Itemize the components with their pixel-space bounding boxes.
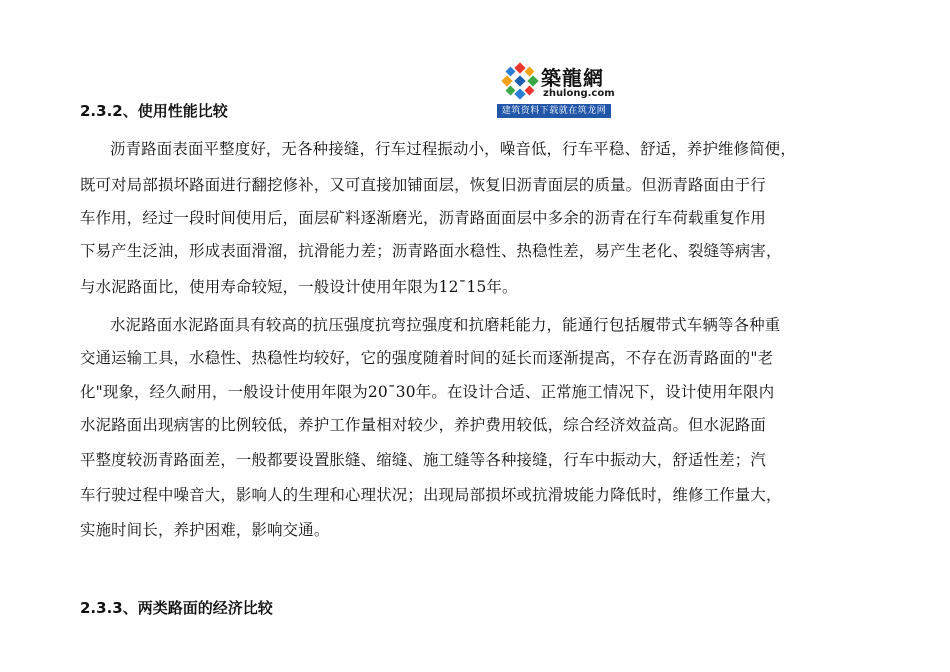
paragraph-1-line: 沥青路面表面平整度好，无各种接缝，行车过程振动小，噪音低，行车平稳、舒适，养护维修简便，	[110, 140, 796, 158]
logo-name: 築龍網	[541, 66, 604, 90]
paragraph-1-line: 与水泥路面比，使用寿命较短，一般设计使用年限为12¯15年。	[80, 278, 518, 296]
logo-tagline: 建筑资料下载就在筑龙网	[497, 104, 611, 118]
logo-domain: zhulong.com	[543, 88, 615, 99]
paragraph-1-line: 既可对局部损坏路面进行翻挖修补，又可直接加铺面层，恢复旧沥青面层的质量。但沥青路面由于行	[80, 176, 766, 194]
paragraph-1-line: 车作用，经过一段时间使用后，面层矿料逐渐磨光，沥青路面面层中多余的沥青在行车荷载重复作用	[80, 209, 766, 227]
paragraph-2-line: 交通运输工具，水稳性、热稳性均较好，它的强度随着时间的延长而逐渐提高，不存在沥青路面的"老	[80, 349, 774, 367]
section-heading-2-3-2: 2.3.2、使用性能比较	[80, 102, 228, 120]
paragraph-2-line: 化"现象，经久耐用，一般设计使用年限为20¯30年。在设计合适、正常施工情况下，设计使用年限内	[80, 383, 775, 401]
paragraph-2-line: 水泥路面出现病害的比例较低，养护工作量相对较少，养护费用较低，综合经济效益高。但水泥路面	[80, 416, 766, 434]
paragraph-1-line: 下易产生泛油，形成表面滑溜，抗滑能力差；沥青路面水稳性、热稳性差，易产生老化、裂缝等病害，	[80, 242, 782, 260]
zhulong-logo	[497, 60, 615, 118]
paragraph-2-line: 车行驶过程中噪音大，影响人的生理和心理状况；出现局部损坏或抗滑坡能力降低时，维修工作量大，	[80, 486, 782, 504]
section-heading-2-3-3: 2.3.3、两类路面的经济比较	[80, 599, 273, 617]
paragraph-2-line: 水泥路面水泥路面具有较高的抗压强度抗弯拉强度和抗磨耗能力，能通行包括履带式车辆等各种重	[110, 316, 781, 334]
paragraph-2-line: 实施时间长，养护困难，影响交通。	[80, 521, 330, 539]
paragraph-2-line: 平整度较沥青路面差，一般都要设置胀缝、缩缝、施工缝等各种接缝，行车中振动大，舒适性差；汽	[80, 451, 766, 469]
snowflake-logo-icon	[501, 62, 539, 100]
